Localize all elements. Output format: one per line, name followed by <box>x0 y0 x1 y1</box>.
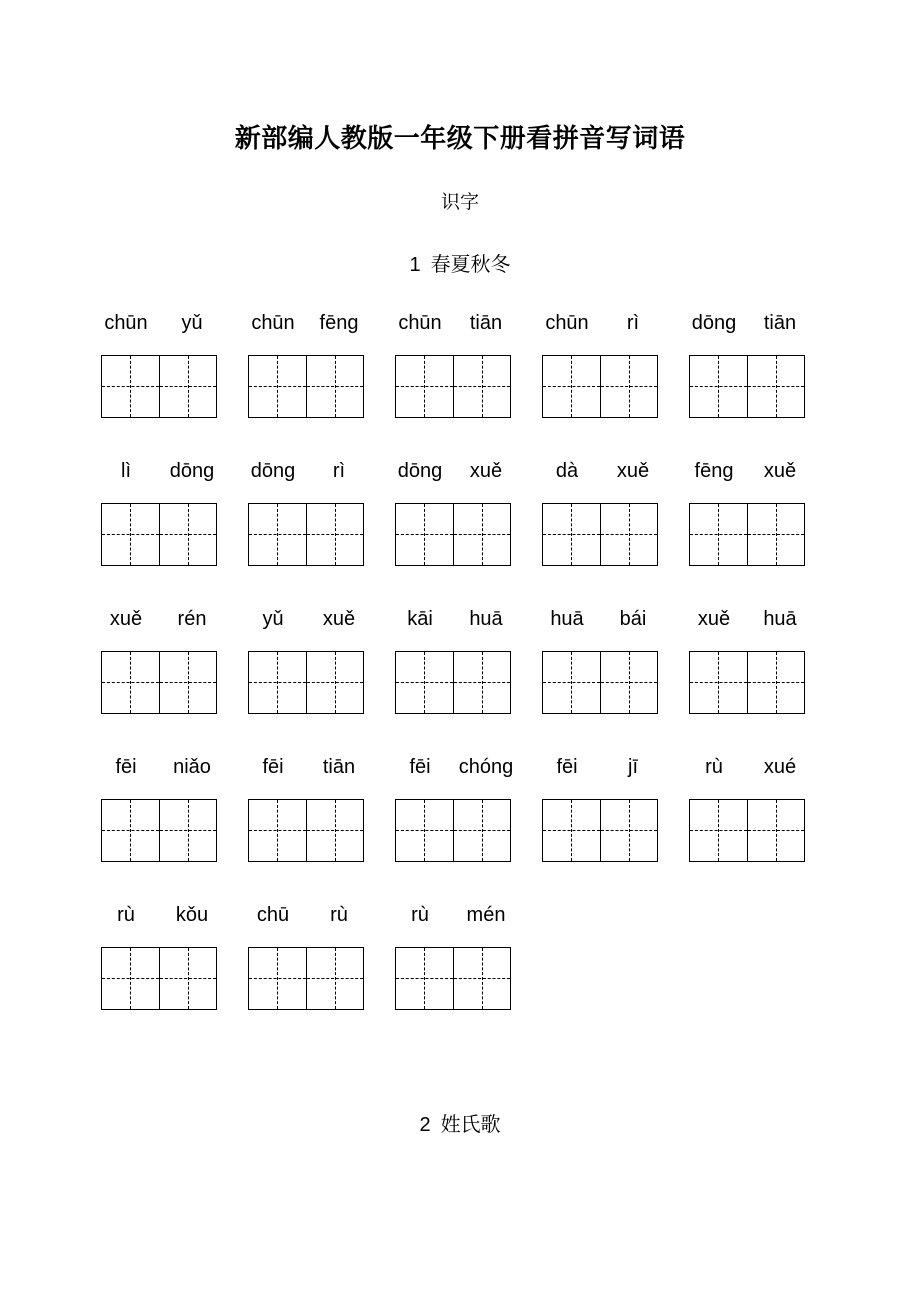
pinyin-syllable: kǒu <box>175 904 209 926</box>
writing-grid[interactable] <box>542 503 658 566</box>
pinyin-label <box>689 608 805 634</box>
word-item <box>689 608 805 713</box>
character-box[interactable] <box>690 356 747 417</box>
pinyin-label <box>689 756 805 782</box>
character-box[interactable] <box>453 504 510 565</box>
pinyin-syllable: bái <box>619 608 647 630</box>
word-item <box>248 608 364 713</box>
pinyin-syllable: rù <box>411 904 429 926</box>
lesson-number: 1 <box>409 254 421 276</box>
character-box[interactable] <box>453 652 510 713</box>
pinyin-label <box>101 608 217 634</box>
character-box[interactable] <box>453 800 510 861</box>
pinyin-label <box>248 904 364 930</box>
pinyin-label <box>248 756 364 782</box>
page-title: 新部编人教版一年级下册看拼音写词语 <box>234 124 686 154</box>
character-box[interactable] <box>249 948 306 1009</box>
pinyin-syllable: xuě <box>697 608 731 630</box>
character-box[interactable] <box>600 652 657 713</box>
writing-grid[interactable] <box>542 355 658 418</box>
pinyin-label <box>395 756 514 782</box>
word-item <box>395 756 514 861</box>
pinyin-syllable: yǔ <box>181 312 203 334</box>
pinyin-syllable: rù <box>117 904 135 926</box>
word-item <box>542 756 658 861</box>
pinyin-syllable: tiān <box>469 312 503 334</box>
character-box[interactable] <box>543 504 600 565</box>
pinyin-syllable: dōng <box>169 460 215 482</box>
writing-grid[interactable] <box>248 799 364 862</box>
pinyin-label <box>101 460 217 486</box>
word-item <box>542 312 658 417</box>
word-item <box>395 608 511 713</box>
pinyin-syllable: fēng <box>694 460 734 482</box>
pinyin-syllable: fēng <box>319 312 359 334</box>
word-item <box>689 756 805 861</box>
character-box[interactable] <box>306 948 363 1009</box>
pinyin-syllable: rù <box>330 904 348 926</box>
pinyin-label <box>101 756 217 782</box>
character-box[interactable] <box>543 800 600 861</box>
character-box[interactable] <box>249 800 306 861</box>
pinyin-syllable: fēi <box>409 756 431 778</box>
character-box[interactable] <box>249 652 306 713</box>
character-box[interactable] <box>690 800 747 861</box>
word-item <box>101 608 217 713</box>
pinyin-syllable: huā <box>469 608 503 630</box>
pinyin-syllable: rì <box>332 460 346 482</box>
character-box[interactable] <box>159 800 216 861</box>
pinyin-syllable: xuě <box>763 460 797 482</box>
pinyin-label <box>248 608 364 634</box>
pinyin-syllable: dōng <box>691 312 737 334</box>
writing-grid[interactable] <box>395 651 511 714</box>
pinyin-syllable: chūn <box>545 312 589 334</box>
word-item <box>101 460 217 565</box>
character-box[interactable] <box>102 504 159 565</box>
character-box[interactable] <box>747 652 804 713</box>
pinyin-syllable: chū <box>256 904 290 926</box>
character-box[interactable] <box>102 800 159 861</box>
pinyin-label <box>248 460 364 486</box>
character-box[interactable] <box>249 356 306 417</box>
word-item <box>689 312 805 417</box>
character-box[interactable] <box>306 356 363 417</box>
pinyin-label <box>248 312 364 338</box>
pinyin-syllable: dōng <box>250 460 296 482</box>
pinyin-syllable: rì <box>626 312 640 334</box>
pinyin-syllable: dà <box>555 460 579 482</box>
word-item <box>689 460 805 565</box>
pinyin-label <box>542 756 658 782</box>
character-box[interactable] <box>600 504 657 565</box>
word-item <box>101 312 217 417</box>
pinyin-syllable: xuě <box>322 608 356 630</box>
writing-grid[interactable] <box>101 799 217 862</box>
word-item <box>101 904 217 1009</box>
pinyin-label <box>101 904 217 930</box>
lesson-name: 春夏秋冬 <box>430 252 511 276</box>
character-box[interactable] <box>747 504 804 565</box>
writing-grid[interactable] <box>689 799 805 862</box>
pinyin-syllable: niǎo <box>173 756 211 778</box>
character-box[interactable] <box>600 800 657 861</box>
character-box[interactable] <box>543 652 600 713</box>
character-box[interactable] <box>396 356 453 417</box>
lesson-title <box>0 248 920 277</box>
pinyin-syllable: tiān <box>763 312 797 334</box>
writing-grid[interactable] <box>101 503 217 566</box>
pinyin-syllable: chóng <box>458 756 514 778</box>
pinyin-syllable: chūn <box>104 312 148 334</box>
character-box[interactable] <box>396 504 453 565</box>
pinyin-syllable: kāi <box>407 608 433 630</box>
pinyin-syllable: fēi <box>115 756 137 778</box>
writing-grid[interactable] <box>248 503 364 566</box>
word-item <box>395 460 511 565</box>
pinyin-syllable: rù <box>705 756 723 778</box>
pinyin-syllable: jī <box>628 756 638 778</box>
pinyin-label <box>395 904 511 930</box>
pinyin-syllable: huā <box>550 608 584 630</box>
pinyin-syllable: mén <box>466 904 506 926</box>
character-box[interactable] <box>306 652 363 713</box>
word-item <box>101 756 217 861</box>
writing-grid[interactable] <box>689 355 805 418</box>
writing-grid[interactable] <box>248 355 364 418</box>
pinyin-syllable: rén <box>177 608 207 630</box>
character-box[interactable] <box>600 356 657 417</box>
pinyin-label <box>542 460 658 486</box>
pinyin-syllable: xuě <box>109 608 143 630</box>
pinyin-label <box>395 460 511 486</box>
pinyin-label <box>101 312 217 338</box>
character-box[interactable] <box>159 356 216 417</box>
character-box[interactable] <box>159 948 216 1009</box>
character-box[interactable] <box>747 356 804 417</box>
character-box[interactable] <box>690 504 747 565</box>
character-box[interactable] <box>306 800 363 861</box>
character-box[interactable] <box>102 652 159 713</box>
writing-grid[interactable] <box>395 799 511 862</box>
pinyin-syllable: huā <box>763 608 797 630</box>
character-box[interactable] <box>396 948 453 1009</box>
writing-grid[interactable] <box>101 651 217 714</box>
word-item <box>395 312 511 417</box>
writing-grid[interactable] <box>542 651 658 714</box>
pinyin-label <box>395 608 511 634</box>
word-item <box>542 608 658 713</box>
writing-grid[interactable] <box>101 947 217 1010</box>
writing-grid[interactable] <box>101 355 217 418</box>
character-box[interactable] <box>453 356 510 417</box>
writing-grid[interactable] <box>689 503 805 566</box>
character-box[interactable] <box>396 800 453 861</box>
pinyin-syllable: dōng <box>397 460 443 482</box>
lesson-number: 2 <box>419 1114 431 1136</box>
character-box[interactable] <box>453 948 510 1009</box>
character-box[interactable] <box>747 800 804 861</box>
character-box[interactable] <box>306 504 363 565</box>
pinyin-syllable: lì <box>121 460 131 482</box>
character-box[interactable] <box>690 652 747 713</box>
pinyin-syllable: chūn <box>251 312 295 334</box>
pinyin-syllable: xuě <box>616 460 650 482</box>
pinyin-syllable: tiān <box>322 756 356 778</box>
word-item <box>248 904 364 1009</box>
character-box[interactable] <box>159 652 216 713</box>
character-box[interactable] <box>102 948 159 1009</box>
pinyin-syllable: fēi <box>556 756 578 778</box>
writing-grid[interactable] <box>395 947 511 1010</box>
pinyin-label <box>395 312 511 338</box>
pinyin-syllable: yǔ <box>262 608 284 630</box>
word-item <box>248 460 364 565</box>
writing-grid[interactable] <box>248 947 364 1010</box>
pinyin-label <box>542 608 658 634</box>
pinyin-syllable: xué <box>763 756 797 778</box>
writing-grid[interactable] <box>395 355 511 418</box>
lesson-name: 姓氏歌 <box>440 1112 501 1136</box>
pinyin-label <box>689 460 805 486</box>
pinyin-syllable: chūn <box>398 312 442 334</box>
section-heading: 识字 <box>440 191 479 213</box>
character-box[interactable] <box>396 652 453 713</box>
character-box[interactable] <box>159 504 216 565</box>
writing-grid[interactable] <box>248 651 364 714</box>
word-item <box>248 312 364 417</box>
pinyin-syllable: fēi <box>262 756 284 778</box>
character-box[interactable] <box>543 356 600 417</box>
writing-grid[interactable] <box>542 799 658 862</box>
pinyin-label <box>689 312 805 338</box>
word-item <box>395 904 511 1009</box>
pinyin-syllable: xuě <box>469 460 503 482</box>
writing-grid[interactable] <box>689 651 805 714</box>
character-box[interactable] <box>102 356 159 417</box>
writing-grid[interactable] <box>395 503 511 566</box>
lesson-title <box>0 1108 920 1137</box>
character-box[interactable] <box>249 504 306 565</box>
word-item <box>542 460 658 565</box>
pinyin-label <box>542 312 658 338</box>
word-item <box>248 756 364 861</box>
